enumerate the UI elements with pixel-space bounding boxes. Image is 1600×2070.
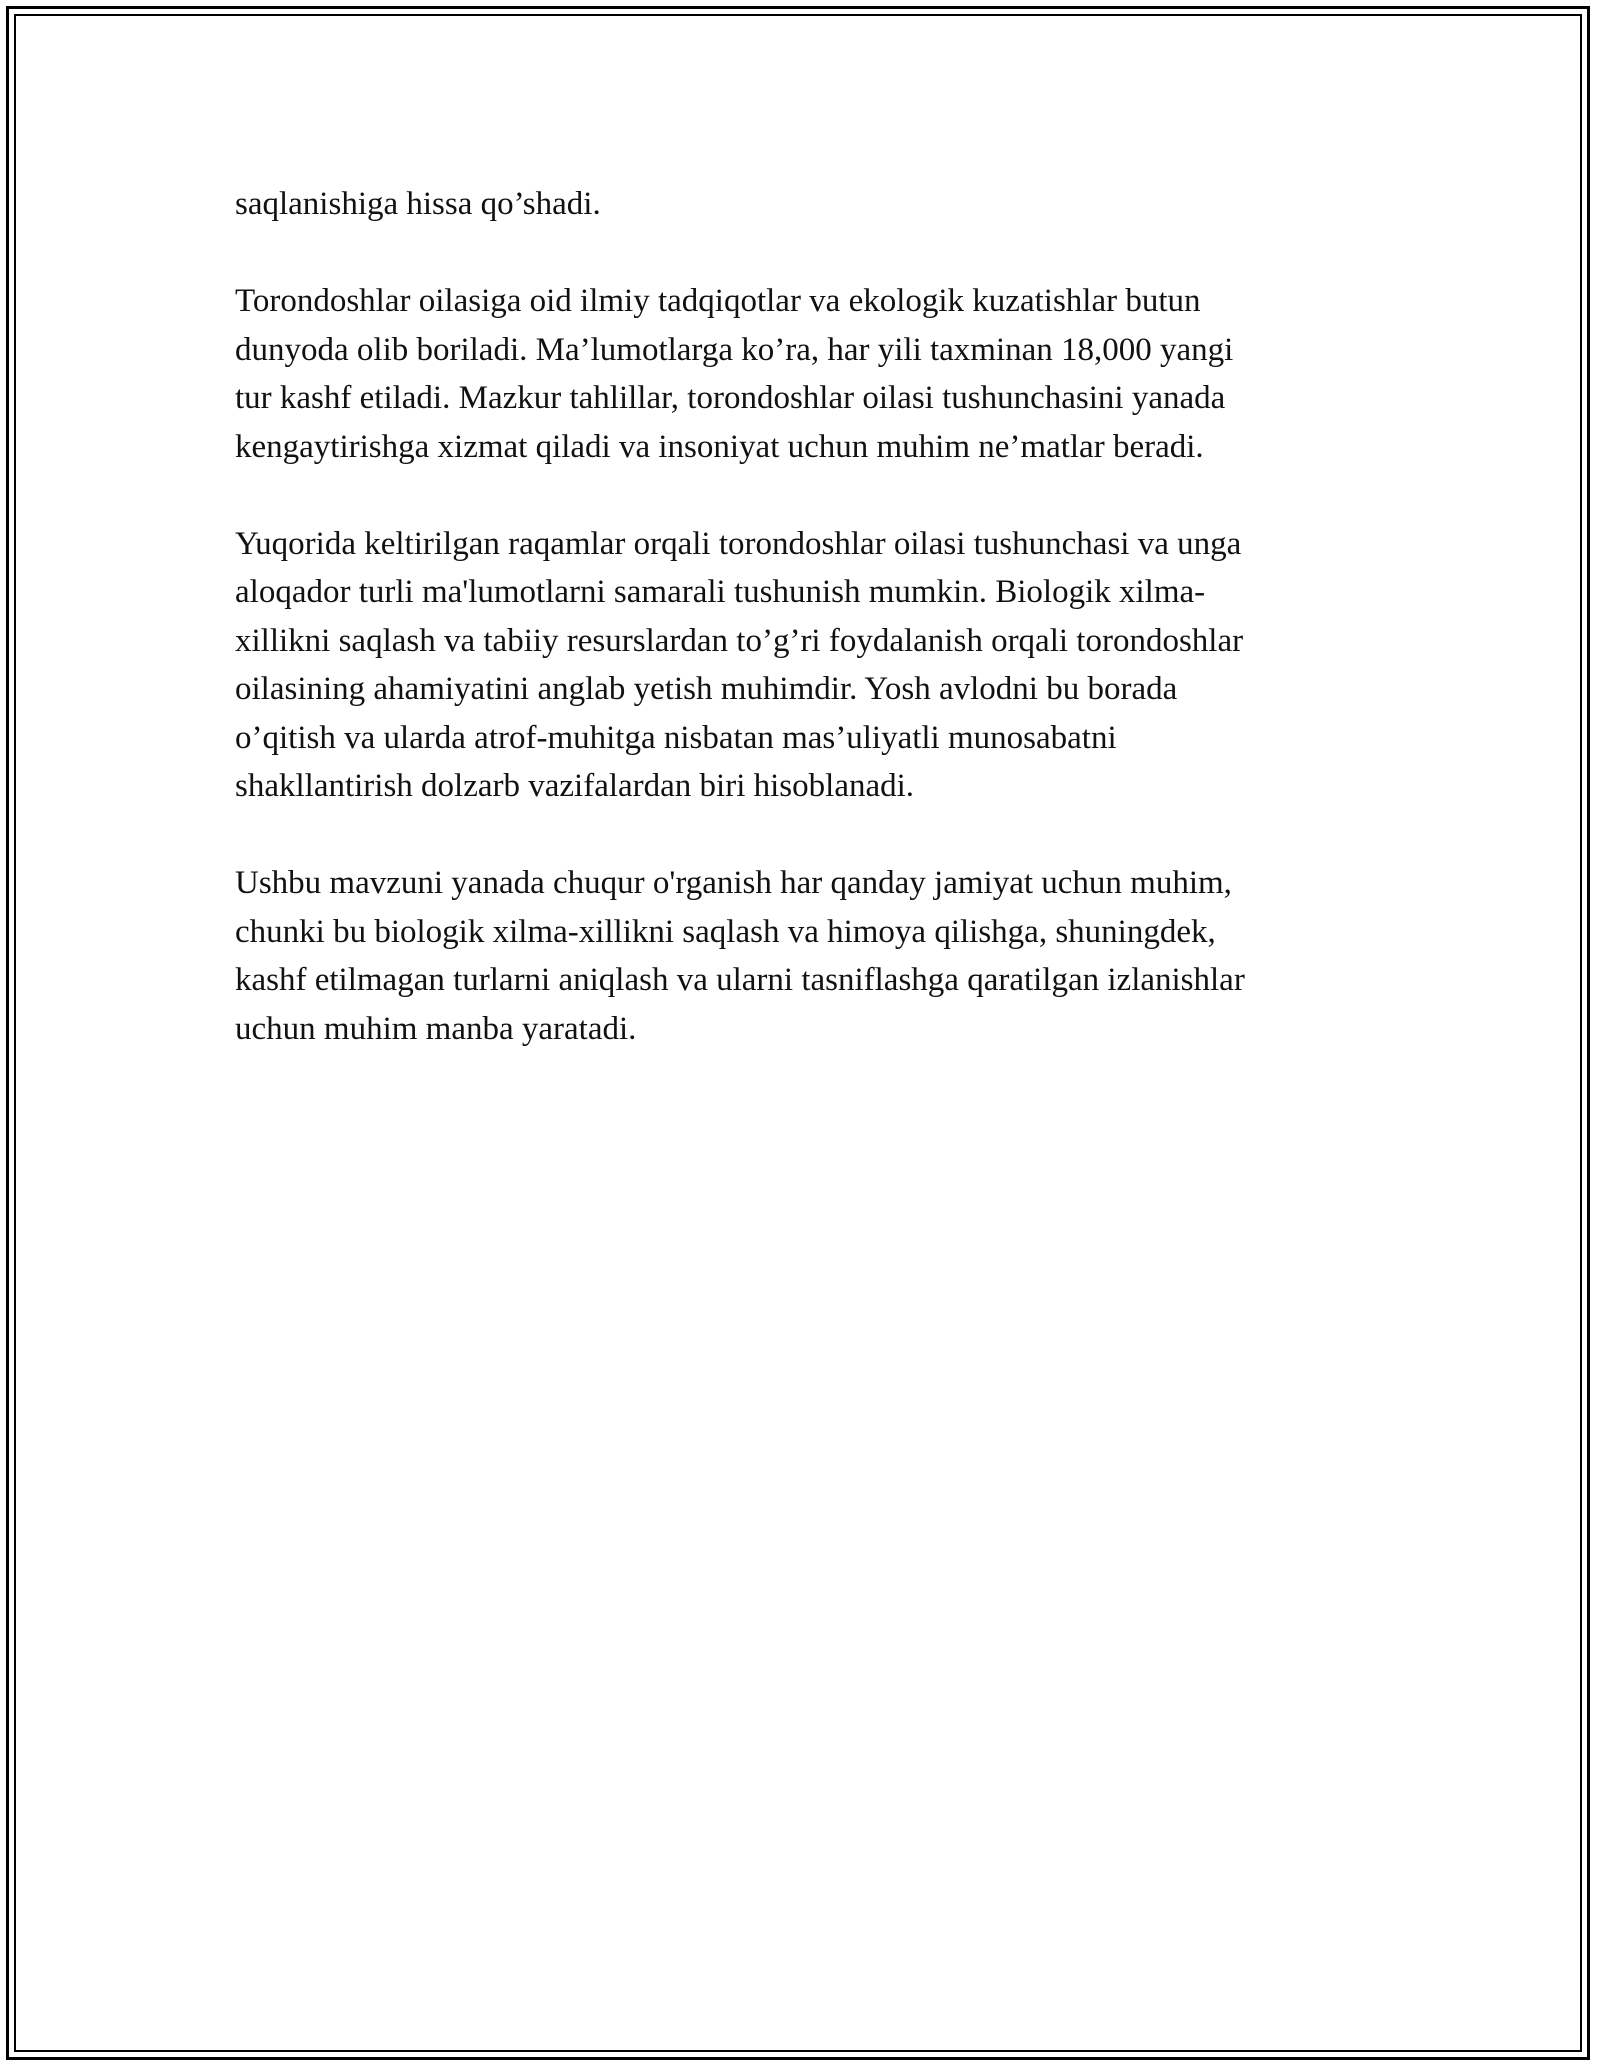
paragraph-biodiversity: Yuqorida keltirilgan raqamlar orqali torondoshlar oilasi tushunchasi va unga aloqador turli ma'lumotlarni samarali tushunish mumkin. Biologik xilma- xillikni saqlash va tabiiy resurslardan to’g’ri foydalanish orqali torondoshlar oilasining ahamiyatini anglab yetish muhimdir. Yosh avlodni bu borada o’qitish va ularda atrof-muhitga nisbatan mas’uliyatli munosabatni shakllantirish dolzarb vazifalardan biri hisoblanadi. (235, 525, 1244, 804)
paragraph-conclusion: Ushbu mavzuni yanada chuqur o'rganish har qanday jamiyat uchun muhim, chunki bu biologik xilma-xillikni saqlash va himoya qilishga, shuningdek, kashf etilmagan turlarni aniqlash va ularni tasniflashga qaratilgan izlanishlar uchun muhim manba yaratadi. (235, 865, 1245, 1047)
paragraph-research: Torondoshlar oilasiga oid ilmiy tadqiqotlar va ekologik kuzatishlar butun dunyoda olib boriladi. Ma’lumotlarga ko’ra, har yili taxminan 18,000 yangi tur kashf etiladi. Mazkur tahlillar, torondoshlar oilasi tushunchasini yanada kengaytirishga xizmat qiladi va insoniyat uchun muhim ne’matlar beradi. (235, 283, 1234, 465)
document-body (235, 180, 1375, 1102)
paragraph-continuation: saqlanishiga hissa qo’shadi. (235, 186, 601, 222)
